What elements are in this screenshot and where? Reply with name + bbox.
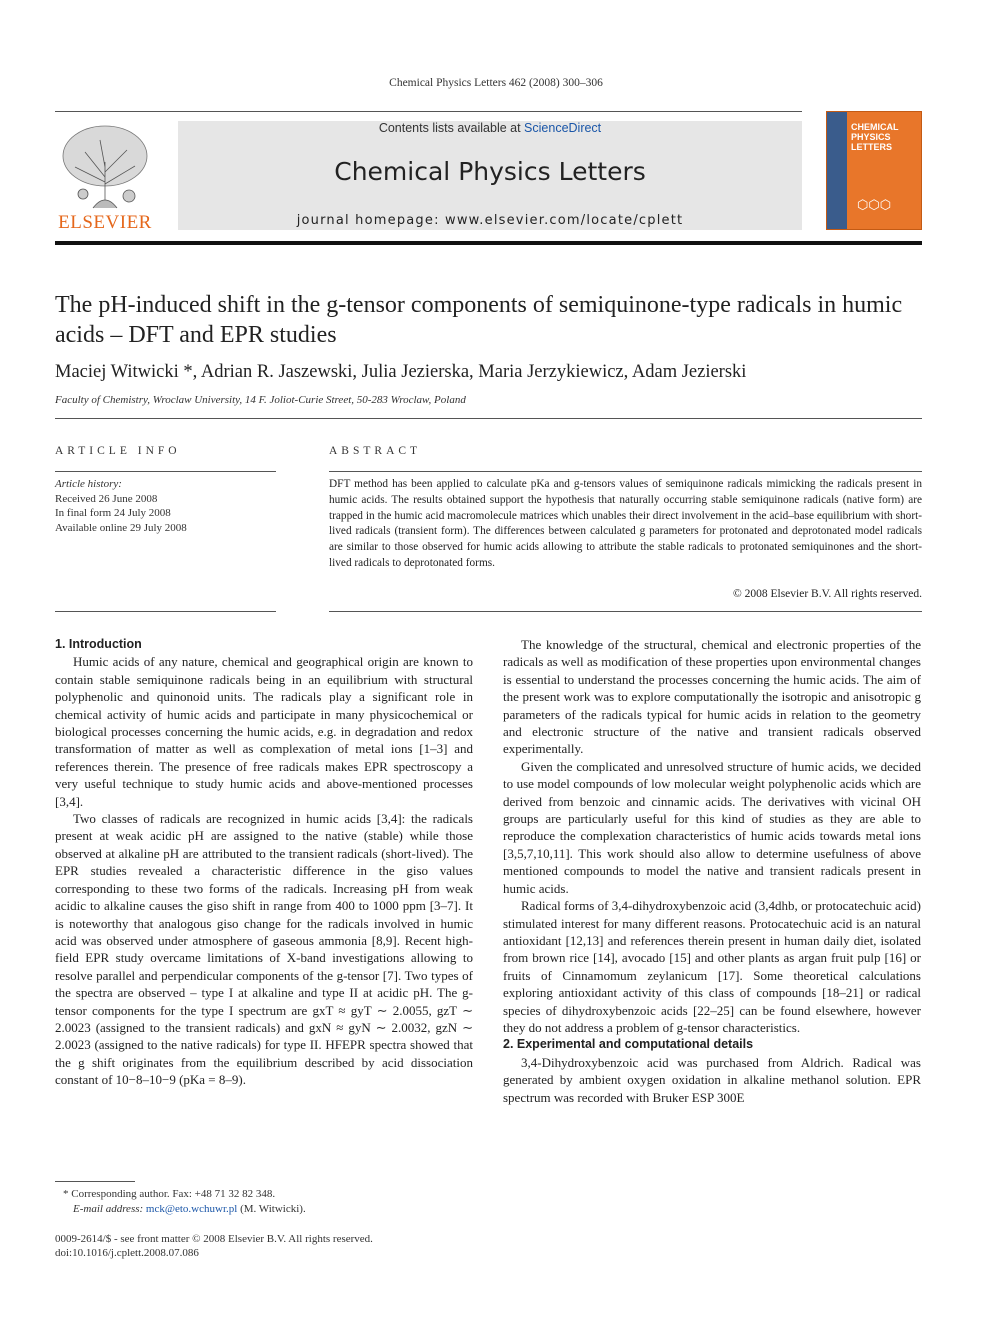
section-heading-experimental: 2. Experimental and computational details (503, 1037, 754, 1052)
article-history (55, 477, 276, 535)
received-date: Received 26 June 2008 (55, 492, 158, 505)
divider (55, 471, 276, 472)
author-list: Maciej Witwicki *, Adrian R. Jaszewski, Julia Jezierska, Maria Jerzykiewicz, Adam Jezierski (55, 362, 747, 382)
section-heading-introduction: 1. Introduction (55, 637, 142, 651)
right-column (503, 636, 921, 1106)
publication-info (55, 1232, 473, 1260)
affiliation: Faculty of Chemistry, Wroclaw University, 14 F. Joliot-Curie Street, 50-283 Wroclaw, Poland (55, 394, 466, 406)
elsevier-wordmark: ELSEVIER (58, 212, 152, 233)
paragraph: Humic acids of any nature, chemical and geographical origin are known to contain stable semiquinone radicals being in an equilibrium with structural polyphenolic and quinonoid units. The radicals play a significant role in chemical activity of humic acids and participate in many physicochemical or biological processes concerning the humic acids, e.g. in degradation and redox transformation of matter as well as complexation of metal ions [1–3] and references therein. The presence of free radicals makes EPR spectroscopy a very useful technique to study humic acids and above-mentioned processes [3,4]. (55, 654, 473, 809)
divider (55, 418, 922, 419)
final-form-date: In final form 24 July 2008 (55, 507, 171, 519)
journal-cover-thumbnail (826, 111, 922, 230)
cover-side-stripe (827, 112, 847, 229)
abstract-heading: ABSTRACT (329, 445, 422, 457)
online-date: Available online 29 July 2008 (55, 521, 187, 534)
doi-line[interactable]: doi:10.1016/j.cplett.2008.07.086 (55, 1247, 199, 1259)
article-info-heading: ARTICLE INFO (55, 445, 181, 457)
journal-homepage[interactable]: journal homepage: www.elsevier.com/locate/cplett (296, 213, 684, 228)
left-column (55, 636, 473, 1089)
footnote-rule (55, 1181, 135, 1182)
journal-title: Chemical Physics Letters (334, 157, 646, 186)
cover-title (851, 122, 899, 152)
cover-molecule-icon: ⬡⬡⬡ (857, 197, 892, 212)
issn-line: 0009-2614/$ - see front matter © 2008 Elsevier B.V. All rights reserved. (55, 1233, 373, 1245)
journal-reference: Chemical Physics Letters 462 (2008) 300–306 (389, 77, 603, 89)
cover-title-line: LETTERS (851, 142, 893, 152)
paragraph: The knowledge of the structural, chemical and electronic properties of the radicals as well as modification of these properties upon environmental changes is essential to understand the processes concerning the humic acids. The aim of the present work was to explore computationally the isotropic and anisotropic g parameters of the radicals typical for humic acids in relation to the geometry and electronic structure of the native and transient radicals observed experimentally. (503, 637, 921, 757)
header-thick-rule (55, 241, 922, 245)
email-label: E-mail address: (73, 1202, 144, 1215)
cover-title-line: CHEMICAL (851, 122, 899, 132)
header-rule (55, 111, 802, 112)
cover-title-line: PHYSICS (851, 132, 891, 142)
paragraph: Two classes of radicals are recognized in humic acids [3,4]: the radicals present at weak acidic pH are assigned to the native (stable) while those observed at alkaline pH are attributed to the transient radicals (short-lived). The EPR studies revealed a characteristic difference in the giso values corresponding to these two forms of the radicals. Increasing pH from weak acidic to alkaline causes the giso shift in range from 400 to 1000 ppm [3–7]. It is noteworthy that analogous giso change for the radicals involved in humic acid was observed under atmosphere of gaseous ammonia [8,9]. Recent high-field EPR study overcame limitations of X-band investigations allowing to resolve parallel and perpendicular components of the g-tensor [7]. Two types of the spectra are observed – type I at alkaline and type II at acidic pH. The g-tensor components for the type I spectrum are gxT ≈ gyT ∼ 2.0055, gzT ∼ 2.0023 (assigned to the transient radicals) and gxN ≈ gyN ∼ 2.0032, gzN ∼ 2.0023 (assigned to the native radicals) for type II. HFEPR spectra showed that the g shift originates from the equilibrium described by acid dissociation constant of 10−8–10−9 (pKa = 8–9). (55, 811, 473, 1088)
email-link[interactable]: mck@eto.wchuwr.pl (145, 1202, 238, 1215)
divider (329, 471, 922, 472)
corresponding-author-note: * Corresponding author. Fax: +48 71 32 82 348. (63, 1188, 276, 1200)
divider (329, 611, 922, 612)
footnotes (55, 1187, 473, 1216)
divider (55, 611, 276, 612)
paragraph: 3,4-Dihydroxybenzoic acid was purchased from Aldrich. Radical was generated by ambient oxygen oxidation in alkaline methanol solution. EPR spectrum was recorded with Bruker ESP 300E (503, 1054, 921, 1105)
paragraph: Given the complicated and unresolved structure of humic acids, we decided to use model compounds of low molecular weight polyphenolic acids which are derived from benzoic and cinnamic acids. The derivatives with vicinal OH groups are particularly useful for this kind of studies as they are able to reproduce the complexation characteristics of humic acids towards metal ions [3,5,7,10,11]. This work should also allow to determine usefulness of above mentioned compounds to model the native and transient radicals present in humic acids. (503, 758, 921, 896)
history-label: Article history: (55, 478, 122, 490)
sciencedirect-link[interactable]: ScienceDirect (524, 121, 602, 135)
abstract-copyright: © 2008 Elsevier B.V. All rights reserved. (733, 588, 922, 600)
contents-prefix: Contents lists available at (378, 121, 525, 135)
abstract-text: DFT method has been applied to calculate pKa and g-tensors values of semiquinone radicals mimicking the radicals present in humic acids. The results obtained support the hypothesis that naturally occurring stable semiquinone radicals (native form) are trapped in the humic acid macromolecule matrices which unables their direct involvement in the acid–base equilibrium with short-lived radicals (transient form). The differences between calculated g parameters for protonated and deprotonated model radicals are similar to those observed for humic acids allowing to attribute the stable radicals to protonated semiquinones and the short-lived radicals to deprotonated forms. (329, 478, 922, 569)
contents-line (178, 121, 802, 136)
article-title: The pH-induced shift in the g-tensor components of semiquinone-type radicals in humic acids – DFT and EPR studies (55, 292, 903, 348)
paragraph: Radical forms of 3,4-dihydroxybenzoic acid (3,4dhb, or protocatechuic acid) stimulated interest for many different reasons. Protocatechuic acid is an natural antioxidant [12,13] and references therein present in human daily diet, isolated from brown rice [14], avocado [15] and other plants as argan fruit pulp [16] or fruits of Cinnamomum zeylanicum [17]. Some theoretical calculations exploring antioxidant activity of this class of compounds [18–21] or radical species of dihydroxybenzoic acids [22–25] can be found elsewhere, however they do not address a problem of g-tensor characteristics. (503, 898, 921, 1035)
email-suffix: (M. Witwicki). (240, 1202, 306, 1215)
